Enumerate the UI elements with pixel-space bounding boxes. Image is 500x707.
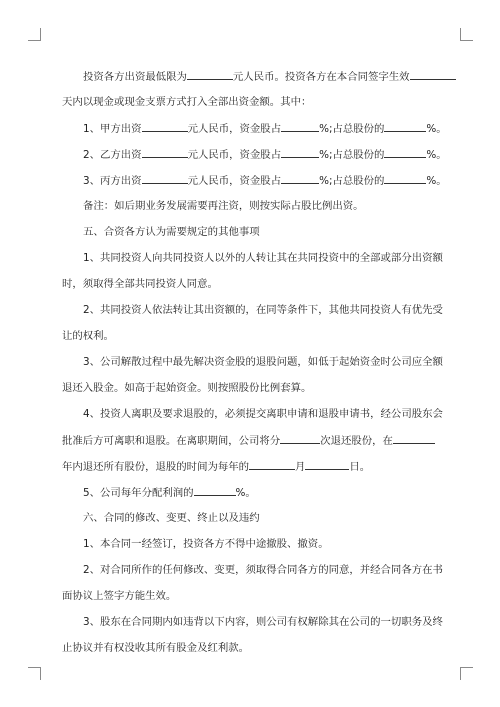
crop-mark-top-left <box>28 28 41 41</box>
text: 月 <box>295 461 306 473</box>
text: 2、乙方出资 <box>83 149 142 161</box>
text: 元人民币，资金股占 <box>187 175 282 187</box>
text: 1、甲方出资 <box>83 123 142 135</box>
crop-mark-bottom-left <box>28 667 41 680</box>
text: 天内以现金或现金支票方式打入全部出资金额。其中： <box>62 96 312 108</box>
s6-clause-2-line-2: 面协议上签字方能生效。 <box>62 590 177 602</box>
blank-field <box>187 68 233 80</box>
blank-field <box>142 120 188 132</box>
text: 年内退还所有股份，退股的时间为每年的 <box>62 461 250 473</box>
blank-field <box>280 432 320 444</box>
text: %;占总股份的 <box>319 123 385 135</box>
text: %。 <box>426 175 447 187</box>
blank-field <box>393 432 435 444</box>
crop-mark-bottom-right <box>460 667 473 680</box>
blank-field <box>142 146 188 158</box>
blank-field <box>249 458 295 470</box>
text: %;占总股份的 <box>319 149 385 161</box>
item-party-c <box>62 172 456 188</box>
text: 元人民币，资金股占 <box>187 149 282 161</box>
blank-field <box>194 484 236 496</box>
blank-field <box>305 458 349 470</box>
s5-clause-4-line-1: 4、投资人离职及要求退股的，必须提交离职申请和退股申请书，经公司股东会 <box>83 408 443 420</box>
text: %。 <box>426 123 447 135</box>
text: 批准后方可离职和退股。在离职期间，公司将分 <box>62 435 281 447</box>
text: 3、丙方出资 <box>83 175 142 187</box>
s6-clause-2-line-1: 2、对合同所作的任何修改、变更，须取得合同各方的同意，并经合同各方在书 <box>83 564 443 576</box>
blank-field <box>281 146 319 158</box>
item-party-b <box>62 146 456 162</box>
text: 日。 <box>349 461 371 473</box>
blank-field <box>281 120 319 132</box>
paragraph-capital-line-2 <box>62 94 435 110</box>
text: %;占总股份的 <box>319 175 385 187</box>
text: 投资各方出资最低限为 <box>83 71 187 83</box>
s5-clause-2-line-2: 让的权利。 <box>62 330 114 342</box>
s5-clause-1-line-2: 时，须取得全部共同投资人同意。 <box>62 278 218 290</box>
text: 元人民币，资金股占 <box>187 123 282 135</box>
blank-field <box>384 120 426 132</box>
section-heading-6: 六、合同的修改、变更、终止以及违约 <box>83 512 260 524</box>
item-party-a <box>62 120 456 136</box>
s5-clause-4-line-2 <box>62 432 435 448</box>
crop-mark-top-right <box>460 28 473 41</box>
blank-field <box>384 172 426 184</box>
paragraph-capital-line-1 <box>62 68 456 84</box>
s5-clause-3-line-1: 3、公司解散过程中最先解决资金股的退股问题，如低于起始资金时公司应全额 <box>83 356 443 368</box>
text: %。 <box>235 487 256 499</box>
s6-clause-3-line-2: 止协议并有权没收其所有股金及红利款。 <box>62 642 250 654</box>
blank-field <box>410 68 456 80</box>
s5-clause-5 <box>62 484 456 500</box>
blank-field <box>384 146 426 158</box>
s5-clause-1-line-1: 1、共同投资人向共同投资人以外的人转让其在共同投资中的全部或部分出资额 <box>83 252 443 264</box>
blank-field <box>281 172 319 184</box>
s5-clause-2-line-1: 2、共同投资人依法转让其出资额的，在同等条件下，其他共同投资人有优先受 <box>83 304 443 316</box>
s5-clause-3-line-2: 退还入股金。如高于起始资金。则按照股份比例套算。 <box>62 382 312 394</box>
text: 元人民币。投资各方在本合同签字生效 <box>232 71 410 83</box>
text: %。 <box>426 149 447 161</box>
s5-clause-4-line-3 <box>62 458 435 474</box>
text: 次退还股份，在 <box>320 435 393 447</box>
s6-clause-3-line-1: 3、股东在合同期内如违背以下内容，则公司有权解除其在公司的一切职务及终 <box>83 616 443 628</box>
section-heading-5: 五、合资各方认为需要规定的其他事项 <box>83 226 260 238</box>
note-line: 备注：如后期业务发展需要再注资，则按实际占股比例出资。 <box>83 200 364 212</box>
text: 5、公司每年分配利润的 <box>83 487 194 499</box>
s6-clause-1: 1、本合同一经签订，投资各方不得中途撤股、撤资。 <box>83 538 329 550</box>
blank-field <box>142 172 188 184</box>
